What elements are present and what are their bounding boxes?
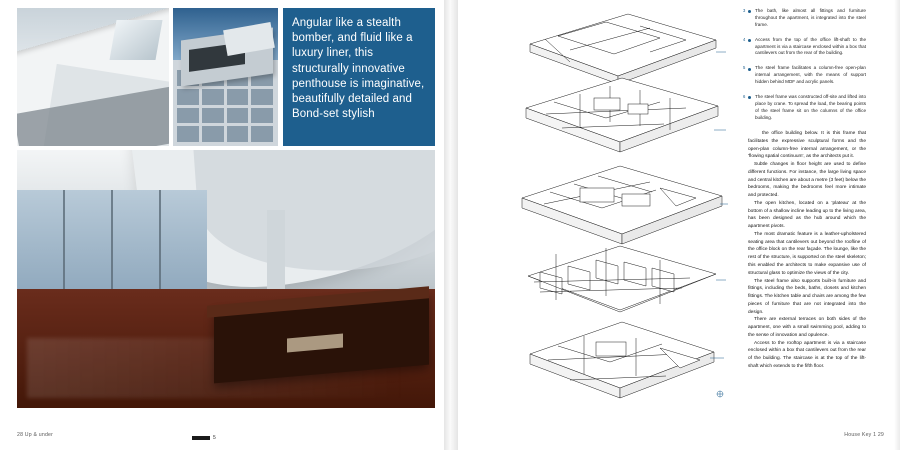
drawing-leader-lines [710,52,728,397]
left-page-content [17,8,435,433]
drawing-roof-plane [530,14,716,84]
axonometric-exploded-drawings [510,6,730,416]
living-room-interior-photo [17,150,435,408]
drawing-structure-detail [528,246,716,312]
folio-right: House Key 1 29 [844,432,884,438]
pull-quote-text: Angular like a stealth bomber, and fluid like a luxury liner, this structurally innovative penthouse is imaginative, beautifully detailed and Bond-set stylish [292,17,425,121]
body-paragraph: the office building below. It is this frame that facilitates the expressive sculptural forms and the open-plan column-free internal arrangement, or the 'flowing spatial continuum', as the architects put it. [748,131,866,160]
bullet-number: 5 [743,65,746,71]
body-text-column [748,130,866,371]
body-paragraph: Subtle changes in floor height are used to define different functions. For instance, the large living space and central kitchen are about a metre (3 feet) below the bedrooms, making the bedrooms feel more intimate and protected. [748,162,866,199]
page-edge-shadow [894,0,900,450]
body-paragraph: Access to the rooftop apartment is via a staircase enclosed within a box that cantilevers out from the rear of the building. The staircase is at the top of the lift-shaft which extends to the fifth floor. [748,340,866,369]
body-paragraph: The steel frame also supports built-in furniture and fittings, including the beds, baths, closets and kitchen fittings. The kitchen table and chairs are among the few pieces of furniture that are not integrated into the design. [748,278,866,315]
drawing-steel-frame-upper [526,78,718,152]
list-item [743,65,866,86]
bullet-text: The steel frame was constructed off-site and lifted into place by crane. To spread the load, the bearing points of the steel frame sit on the columns of the office building. [755,94,866,120]
drawing-floor-plan-slab [522,166,722,244]
folio-left: 28 Up & under [17,432,54,438]
right-page [450,0,900,450]
bullet-number: 6 [743,94,746,100]
bullet-text: The bath, like almost all fittings and furniture throughout the apartment, is integrated into the steel frame. [755,8,866,27]
attic-skylight [109,20,162,60]
body-paragraph: The most dramatic feature is a leather-upholstered seating area that cantilevers out beyond the roofline of the office block on the rear façade. The lounge, like the rest of the structure, is supported on the steel skeleton; this enabled the architects to make expansive use of structural glass to optimize the views of the city. [748,231,866,276]
attic-interior-photo [17,8,169,146]
exterior-penthouse-photo [173,8,278,146]
bullet-number: 3 [743,8,746,13]
body-paragraph: There are external terraces on both sides of the apartment, one with a small swimming pool, adding to the sense of innovation and opulence. [748,317,866,338]
pull-quote-block [283,8,435,146]
list-item [743,94,866,122]
bullet-number: 4 [743,36,746,42]
drawing-lower-frame [530,322,714,398]
bullet-text: Access from the top of the office lift-shaft to the apartment is via a staircase enclosed within a box that cantilevers out from the rear of the building. [755,36,866,56]
caption-rule [192,436,210,440]
caption-number: 5 [213,435,216,441]
bullet-text: The steel frame facilitates a column-free open-plan internal arrangement, with the means of support hidden behind MDF and acrylic panels. [755,65,866,85]
list-item [743,36,866,58]
caption-bullet-list [743,8,866,130]
list-item [743,8,866,29]
body-paragraph: The open kitchen, located on a 'plateau' at the bottom of a shallow incline leading up to the living area, has been designed as the hub around which the apartment pivots. [748,200,866,230]
